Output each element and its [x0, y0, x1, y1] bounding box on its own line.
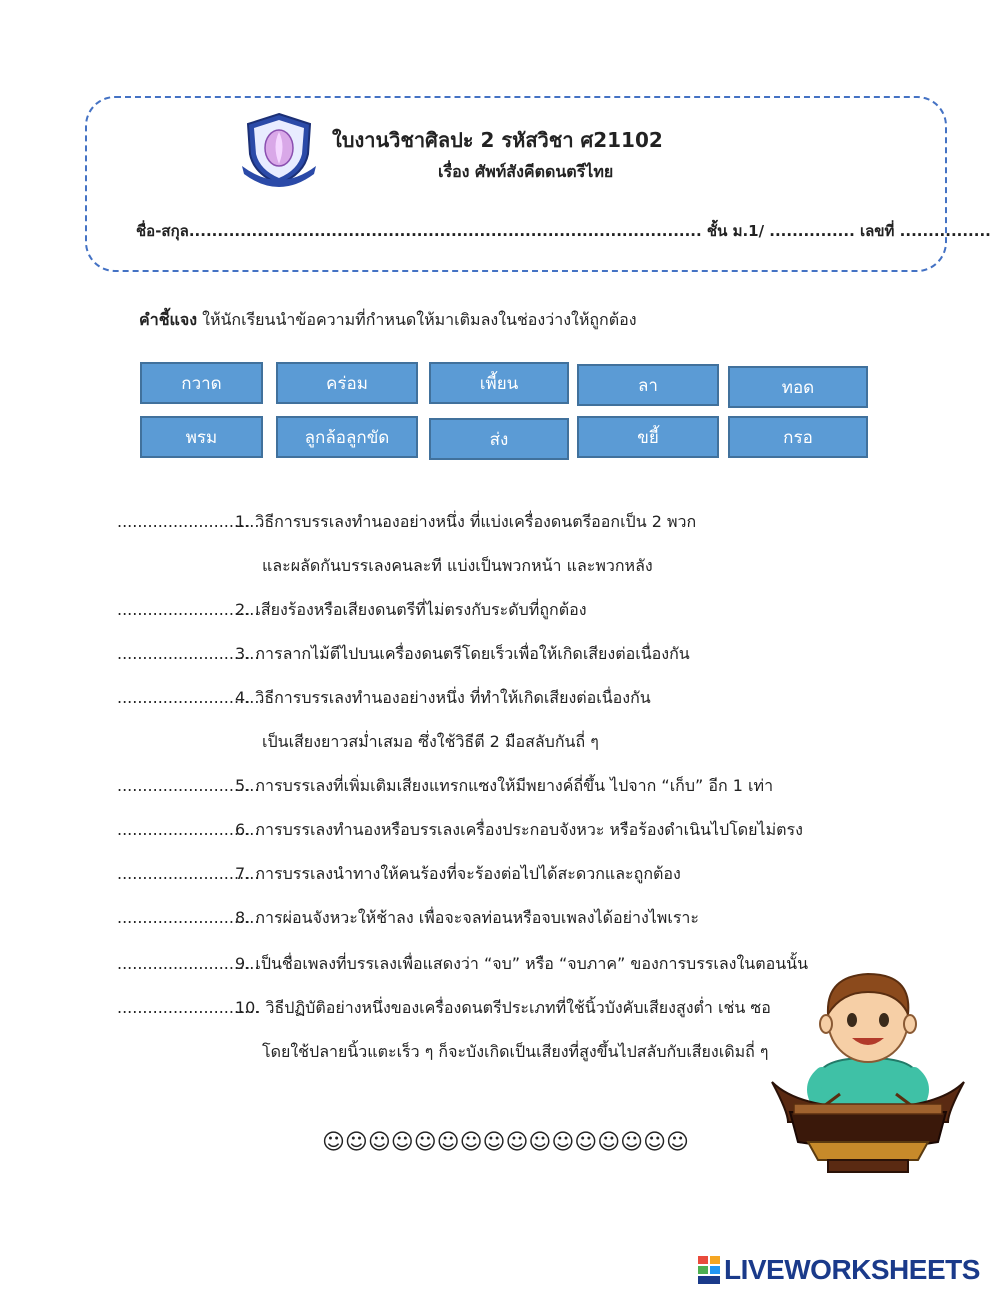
question-text: 3. การลากไม้ตีไปบนเครื่องดนตรีโดยเร็วเพื่อให้เกิดเสียงต่อเนื่องกัน — [235, 644, 690, 663]
answer-blank[interactable]: ............................ — [117, 998, 260, 1017]
word-box[interactable]: ส่ง — [429, 418, 569, 460]
brand-text: LIVEWORKSHEETS — [724, 1254, 980, 1285]
question-text: 9. เป็นชื่อเพลงที่บรรเลงเพื่อแสดงว่า “จบ” หรือ “จบภาค” ของการบรรเลงในตอนนั้น — [235, 954, 809, 973]
question-10-continued: โดยใช้ปลายนิ้วแตะเร็ว ๆ ก็จะบังเกิดเป็นเสียงที่สูงขึ้นไปสลับกับเสียงเดิมถี่ ๆ — [262, 1042, 769, 1061]
question-9 — [117, 952, 808, 977]
question-2 — [117, 598, 587, 623]
smiley-row: ☺☺☺☺☺☺☺☺☺☺☺☺☺☺☺☺ — [322, 1130, 689, 1155]
word-box[interactable]: พรม — [140, 416, 263, 458]
worksheet-title: ใบงานวิชาศิลปะ 2 รหัสวิชา ศ21102 — [332, 128, 663, 152]
word-box[interactable]: ลูกล้อลูกขัด — [276, 416, 418, 458]
worksheet-subtitle: เรื่อง ศัพท์สังคีตดนตรีไทย — [438, 162, 614, 181]
question-10 — [117, 996, 771, 1021]
word-box[interactable]: ลา — [577, 364, 719, 406]
liveworksheets-logo-icon — [698, 1256, 720, 1284]
student-info-line: ชื่อ-สกุล.......................................................................................... ชั้น ม.1/ ............... เลขที่ ................ — [136, 222, 991, 240]
liveworksheets-brand — [698, 1254, 980, 1286]
word-box[interactable]: เพี้ยน — [429, 362, 569, 404]
word-box[interactable]: คร่อม — [276, 362, 418, 404]
question-1 — [117, 510, 696, 535]
answer-blank[interactable]: ............................ — [117, 644, 260, 663]
question-3 — [117, 642, 690, 667]
question-text: 7. การบรรเลงนำทางให้คนร้องที่จะร้องต่อไปได้สะดวกและถูกต้อง — [235, 864, 681, 883]
question-text: 10. วิธีปฏิบัติอย่างหนึ่งของเครื่องดนตรีประเภทที่ใช้นิ้วบังคับเสียงสูงต่ำ เช่น ซอ — [235, 998, 771, 1017]
question-text: 8. การผ่อนจังหวะให้ช้าลง เพื่อจะจลท่อนหรือจบเพลงได้อย่างไพเราะ — [235, 908, 699, 927]
question-4-continued: เป็นเสียงยาวสม่ำเสมอ ซึ่งใช้วิธีตี 2 มือสลับกันถี่ ๆ — [262, 732, 599, 751]
answer-blank[interactable]: ............................ — [117, 954, 260, 973]
word-box[interactable]: ขยี้ — [577, 416, 719, 458]
answer-blank[interactable]: ............................ — [117, 600, 260, 619]
question-6 — [117, 818, 803, 843]
question-text: 5. การบรรเลงที่เพิ่มเติมเสียงแทรกแซงให้มีพยางค์ถี่ขึ้น ไปจาก “เก็บ” อีก 1 เท่า — [235, 776, 774, 795]
instructions-label: คำชี้แจง — [139, 310, 198, 329]
instructions-text: ให้นักเรียนนำข้อความที่กำหนดให้มาเติมลงในช่องว่างให้ถูกต้อง — [197, 310, 637, 329]
answer-blank[interactable]: ............................ — [117, 776, 260, 795]
answer-blank[interactable]: ............................ — [117, 864, 260, 883]
answer-blank[interactable]: ............................ — [117, 512, 260, 531]
question-4 — [117, 686, 651, 711]
word-box[interactable]: กรอ — [728, 416, 868, 458]
question-1-continued: และผลัดกันบรรเลงคนละที แบ่งเป็นพวกหน้า และพวกหลัง — [262, 556, 653, 575]
word-box[interactable]: กวาด — [140, 362, 263, 404]
answer-blank[interactable]: ............................ — [117, 908, 260, 927]
question-7 — [117, 862, 681, 887]
question-8 — [117, 906, 699, 931]
instructions — [139, 308, 637, 333]
question-text: 2. เสียงร้องหรือเสียงดนตรีที่ไม่ตรงกับระดับที่ถูกต้อง — [235, 600, 587, 619]
ranat-player-illustration-icon — [768, 962, 968, 1178]
answer-blank[interactable]: ............................ — [117, 820, 260, 839]
question-text: 1. วิธีการบรรเลงทำนองอย่างหนึ่ง ที่แบ่งเครื่องดนตรีออกเป็น 2 พวก — [235, 512, 697, 531]
question-5 — [117, 774, 773, 799]
school-logo-icon — [236, 108, 322, 188]
word-box[interactable]: ทอด — [728, 366, 868, 408]
question-text: 4. วิธีการบรรเลงทำนองอย่างหนึ่ง ที่ทำให้เกิดเสียงต่อเนื่องกัน — [235, 688, 651, 707]
question-text: 6. การบรรเลงทำนองหรือบรรเลงเครื่องประกอบจังหวะ หรือร้องดำเนินไปโดยไม่ตรง — [235, 820, 803, 839]
answer-blank[interactable]: ............................ — [117, 688, 260, 707]
